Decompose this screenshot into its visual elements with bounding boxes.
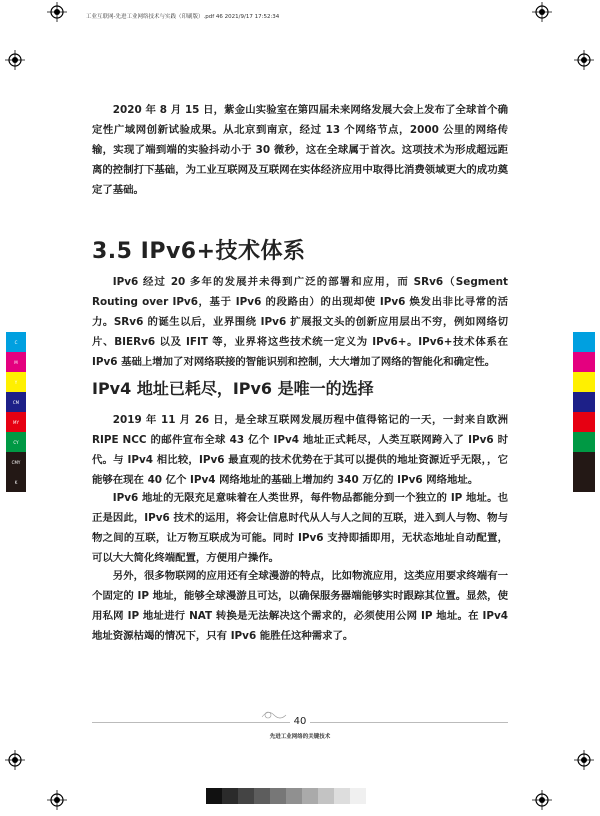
- registration-mark-icon: [532, 2, 552, 22]
- paragraph: IPv6 地址的无限充足意味着在人类世界，每件物品都能分到一个独立的 IP 地址。也正是因此，IPv6 技术的运用，将会让信息时代从人与人之间的互联，进入到人与物、物与物之间的互联，让万物互联成为可能。同时 IPv6 支持即插即用，无状态地址自动配置，可以大大简化终端配置，方便用户操作。: [92, 492, 508, 564]
- color-swatch: CMY: [6, 452, 26, 472]
- gray-swatch: [206, 788, 222, 804]
- gray-swatch: [318, 788, 334, 804]
- registration-mark-icon: [5, 50, 25, 70]
- color-swatch: [573, 472, 595, 492]
- section-heading: 3.5 IPv6+技术体系: [92, 239, 306, 264]
- gray-swatch: [270, 788, 286, 804]
- footer-book-title: 先进工业网络的关键技术: [269, 734, 331, 740]
- color-calibration-bar-right: [573, 332, 595, 492]
- color-swatch: C: [6, 332, 26, 352]
- registration-mark-icon: [574, 50, 594, 70]
- color-swatch: CM: [6, 392, 26, 412]
- gray-swatch: [254, 788, 270, 804]
- registration-mark-icon: [532, 790, 552, 810]
- color-swatch: CY: [6, 432, 26, 452]
- print-header: 工业互联网-先进工业网络技术与实践（印刷版）.pdf 46 2021/9/17 17:52:34: [86, 14, 280, 20]
- gray-swatch: [222, 788, 238, 804]
- registration-mark-icon: [47, 790, 67, 810]
- paragraph: 另外，很多物联网的应用还有全球漫游的特点，比如物流应用，这类应用要求终端有一个固定的 IP 地址，能够全球漫游且可达，以确保服务器端能够实时跟踪其位置。显然，使用私网 IP 地址进行 NAT 转换是无法解决这个需求的，必须使用公网 IP 地址。在 IPv4 地址资源枯竭的情况下，只有 IPv6 能胜任这种需求了。: [92, 570, 508, 642]
- paragraph: 2019 年 11 月 26 日，是全球互联网发展历程中值得铭记的一天，一封来自欧洲 RIPE NCC 的邮件宣布全球 43 亿个 IPv4 地址正式耗尽，人类互联网跨入了 IPv6 时代。与 IPv4 相比较，IPv6 最直观的技术优势在于其可以提供的地址资源近乎无限，，它能够在现在 40 亿个 IPv4 网络地址的基础上增加约 340 万亿的 IPv6 网络地址。: [92, 414, 508, 486]
- color-swatch: Y: [6, 372, 26, 392]
- color-swatch: [573, 432, 595, 452]
- gray-swatch: [238, 788, 254, 804]
- gray-swatch: [286, 788, 302, 804]
- color-swatch: K: [6, 472, 26, 492]
- color-swatch: M: [6, 352, 26, 372]
- subsection-heading: IPv4 地址已耗尽，IPv6 是唯一的选择: [92, 379, 374, 398]
- color-swatch: MY: [6, 412, 26, 432]
- paragraph: 2020 年 8 月 15 日，紫金山实验室在第四届未来网络发展大会上发布了全球首个确定性广域网创新试验成果。从北京到南京，经过 13 个网络节点，2000 公里的网络传输，实现了端到端的实验抖动小于 30 微秒，这在全球属于首次。这项技术为形成超远距离的控制打下基础，为工业互联网及互联网在实体经济应用中取得比消费领域更大的成功奠定了基础。: [92, 104, 508, 196]
- registration-mark-icon: [5, 750, 25, 770]
- color-swatch: [573, 452, 595, 472]
- color-swatch: [573, 352, 595, 372]
- color-swatch: [573, 372, 595, 392]
- color-swatch: [573, 412, 595, 432]
- registration-mark-icon: [574, 750, 594, 770]
- color-calibration-bar-left: [6, 332, 26, 492]
- gray-swatch: [334, 788, 350, 804]
- color-swatch: [573, 392, 595, 412]
- gray-swatch: [350, 788, 366, 804]
- registration-mark-icon: [47, 2, 67, 22]
- color-swatch: [573, 332, 595, 352]
- gray-calibration-strip: [206, 788, 366, 804]
- gray-swatch: [302, 788, 318, 804]
- page-number: 40: [290, 716, 310, 727]
- paragraph: IPv6 经过 20 多年的发展并未得到广泛的部署和应用，而 SRv6（Segment Routing over IPv6，基于 IPv6 的段路由）的出现却使 IPv6 焕发出非比寻常的活力。SRv6 的诞生以后，业界围绕 IPv6 扩展报文头的创新应用层出不穷，例如网络切片、BIERv6 以及 IFIT 等，业界将这些技术统一定义为 IPv6+。IPv6+技术体系在 IPv6 基础上增加了对网络联接的智能识别和控制，大大增加了网络的智能化和确定性。: [92, 276, 508, 368]
